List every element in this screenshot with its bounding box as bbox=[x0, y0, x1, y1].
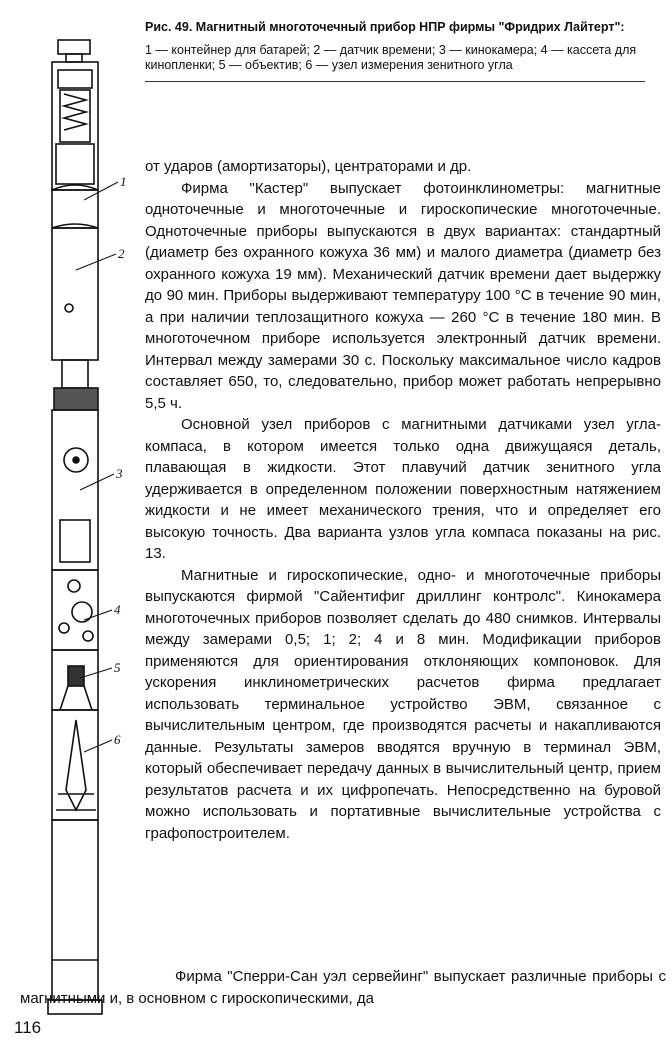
cassette-circle-1 bbox=[68, 580, 80, 592]
figure-label-5: 5 bbox=[114, 660, 121, 675]
figure-label-3: 3 bbox=[116, 466, 123, 481]
camera-section bbox=[52, 410, 98, 570]
paragraph-2: Фирма "Кастер" выпускает фотоинклинометры: магнитные одноточечные и многоточечные и гироскопические многоточечные. Одноточечные приборы выпускаются в двух вариантах: стандартный (диаметр без охранного кожуха 36 мм) и малого диаметра (диаметр без охранного кожуха 19 мм). Механический датчик времени дает выдержку до 90 мин. Приборы выдерживают температуру 100 °С в течение 90 мин, а при наличии теплозащитного кожуха — 260 °С в течение 180 мин. В многоточечном приборе используется электронный датчик времени. Интервал между замерами 30 с. Поскольку максимальное число кадров составляет 650, то, следовательно, прибор может работать непрерывно 5,5 ч. bbox=[145, 179, 661, 412]
figure-label-2: 2 bbox=[118, 246, 125, 261]
paragraph-3: Основной узел приборов с магнитными датчиками узел угла-компаса, в котором имеется только одна движущаяся деталь, плавающая в жидкости. Этот плавучий датчик зенитного угла удерживается в определенном положении поверхностным натяжением жидкости и не имеет механического трения, что и определяет его высокую точность. Два варианта узлов угла компаса показаны на рис. 13. bbox=[145, 416, 661, 562]
objective-rays bbox=[60, 686, 92, 710]
spring-icon bbox=[64, 94, 86, 130]
figure-label-4: 4 bbox=[114, 602, 121, 617]
neck-2 bbox=[62, 360, 88, 388]
bottom-text bbox=[20, 966, 666, 1009]
figure-label-1: 1 bbox=[120, 174, 127, 189]
timer-section bbox=[52, 228, 98, 360]
paragraph-1: от ударов (амортизаторы), центраторами и др. bbox=[145, 158, 472, 175]
figure-caption bbox=[145, 20, 665, 82]
timer-screw-icon bbox=[65, 304, 73, 312]
objective-lens bbox=[68, 666, 84, 686]
battery-cap-inner bbox=[58, 70, 92, 88]
body-text bbox=[145, 156, 661, 844]
caption-title: Рис. 49. Магнитный многоточечный прибор НПР фирмы "Фридрих Лайтерт": bbox=[145, 20, 625, 34]
cassette-circle-3 bbox=[59, 623, 69, 633]
battery-container bbox=[52, 62, 98, 190]
camera-lens-dot bbox=[73, 457, 79, 463]
caption-legend: 1 — контейнер для батарей; 2 — датчик времени; 3 — кинокамера; 4 — кассета для кинопленки; 5 — объектив; 6 — узел измерения зенитного угла bbox=[145, 43, 637, 72]
instrument-drawing bbox=[14, 30, 134, 1020]
knurled-ring bbox=[54, 388, 98, 410]
top-cap-neck bbox=[66, 54, 82, 62]
instrument-figure bbox=[14, 30, 134, 1020]
camera-inner bbox=[60, 520, 90, 562]
paragraph-5: Фирма "Сперри-Сан уэл сервейинг" выпускает различные приборы с магнитными и, в основном с гироскопическими, да bbox=[20, 968, 666, 1007]
paragraph-4: Магнитные и гироскопические, одно- и многоточечные приборы выпускаются фирмой "Сайентифиг дриллинг контролс". Кинокамера многоточечных приборов позволяет сделать до 480 снимков. Интервалы между замерами 0,5; 1; 2; 4 и 8 мин. Модификации приборов применяются для ориентирования отклоняющих компоновок. Для ускорения инклинометрических расчетов фирма предлагает использовать терминальное устройство ЭВМ, связанное с вычислительным центром, где производятся расчеты и накапливаются данные. Результаты замеров вводятся вручную в терминал ЭВМ, который обеспечивает передачу данных в вычислительный центр, прием результатов расчета и их цифропечать. Непосредственно на буровой можно использовать и портативные вычислительные устройства с графопостроителем. bbox=[145, 566, 661, 842]
zenith-bob bbox=[66, 720, 86, 810]
cassette-circle-2 bbox=[72, 602, 92, 622]
page-number: 116 bbox=[14, 1018, 42, 1037]
top-cap bbox=[58, 40, 90, 54]
figure-label-6: 6 bbox=[114, 732, 121, 747]
cassette-circle-4 bbox=[83, 631, 93, 641]
battery-lower bbox=[56, 144, 94, 184]
caption-divider bbox=[145, 81, 645, 82]
